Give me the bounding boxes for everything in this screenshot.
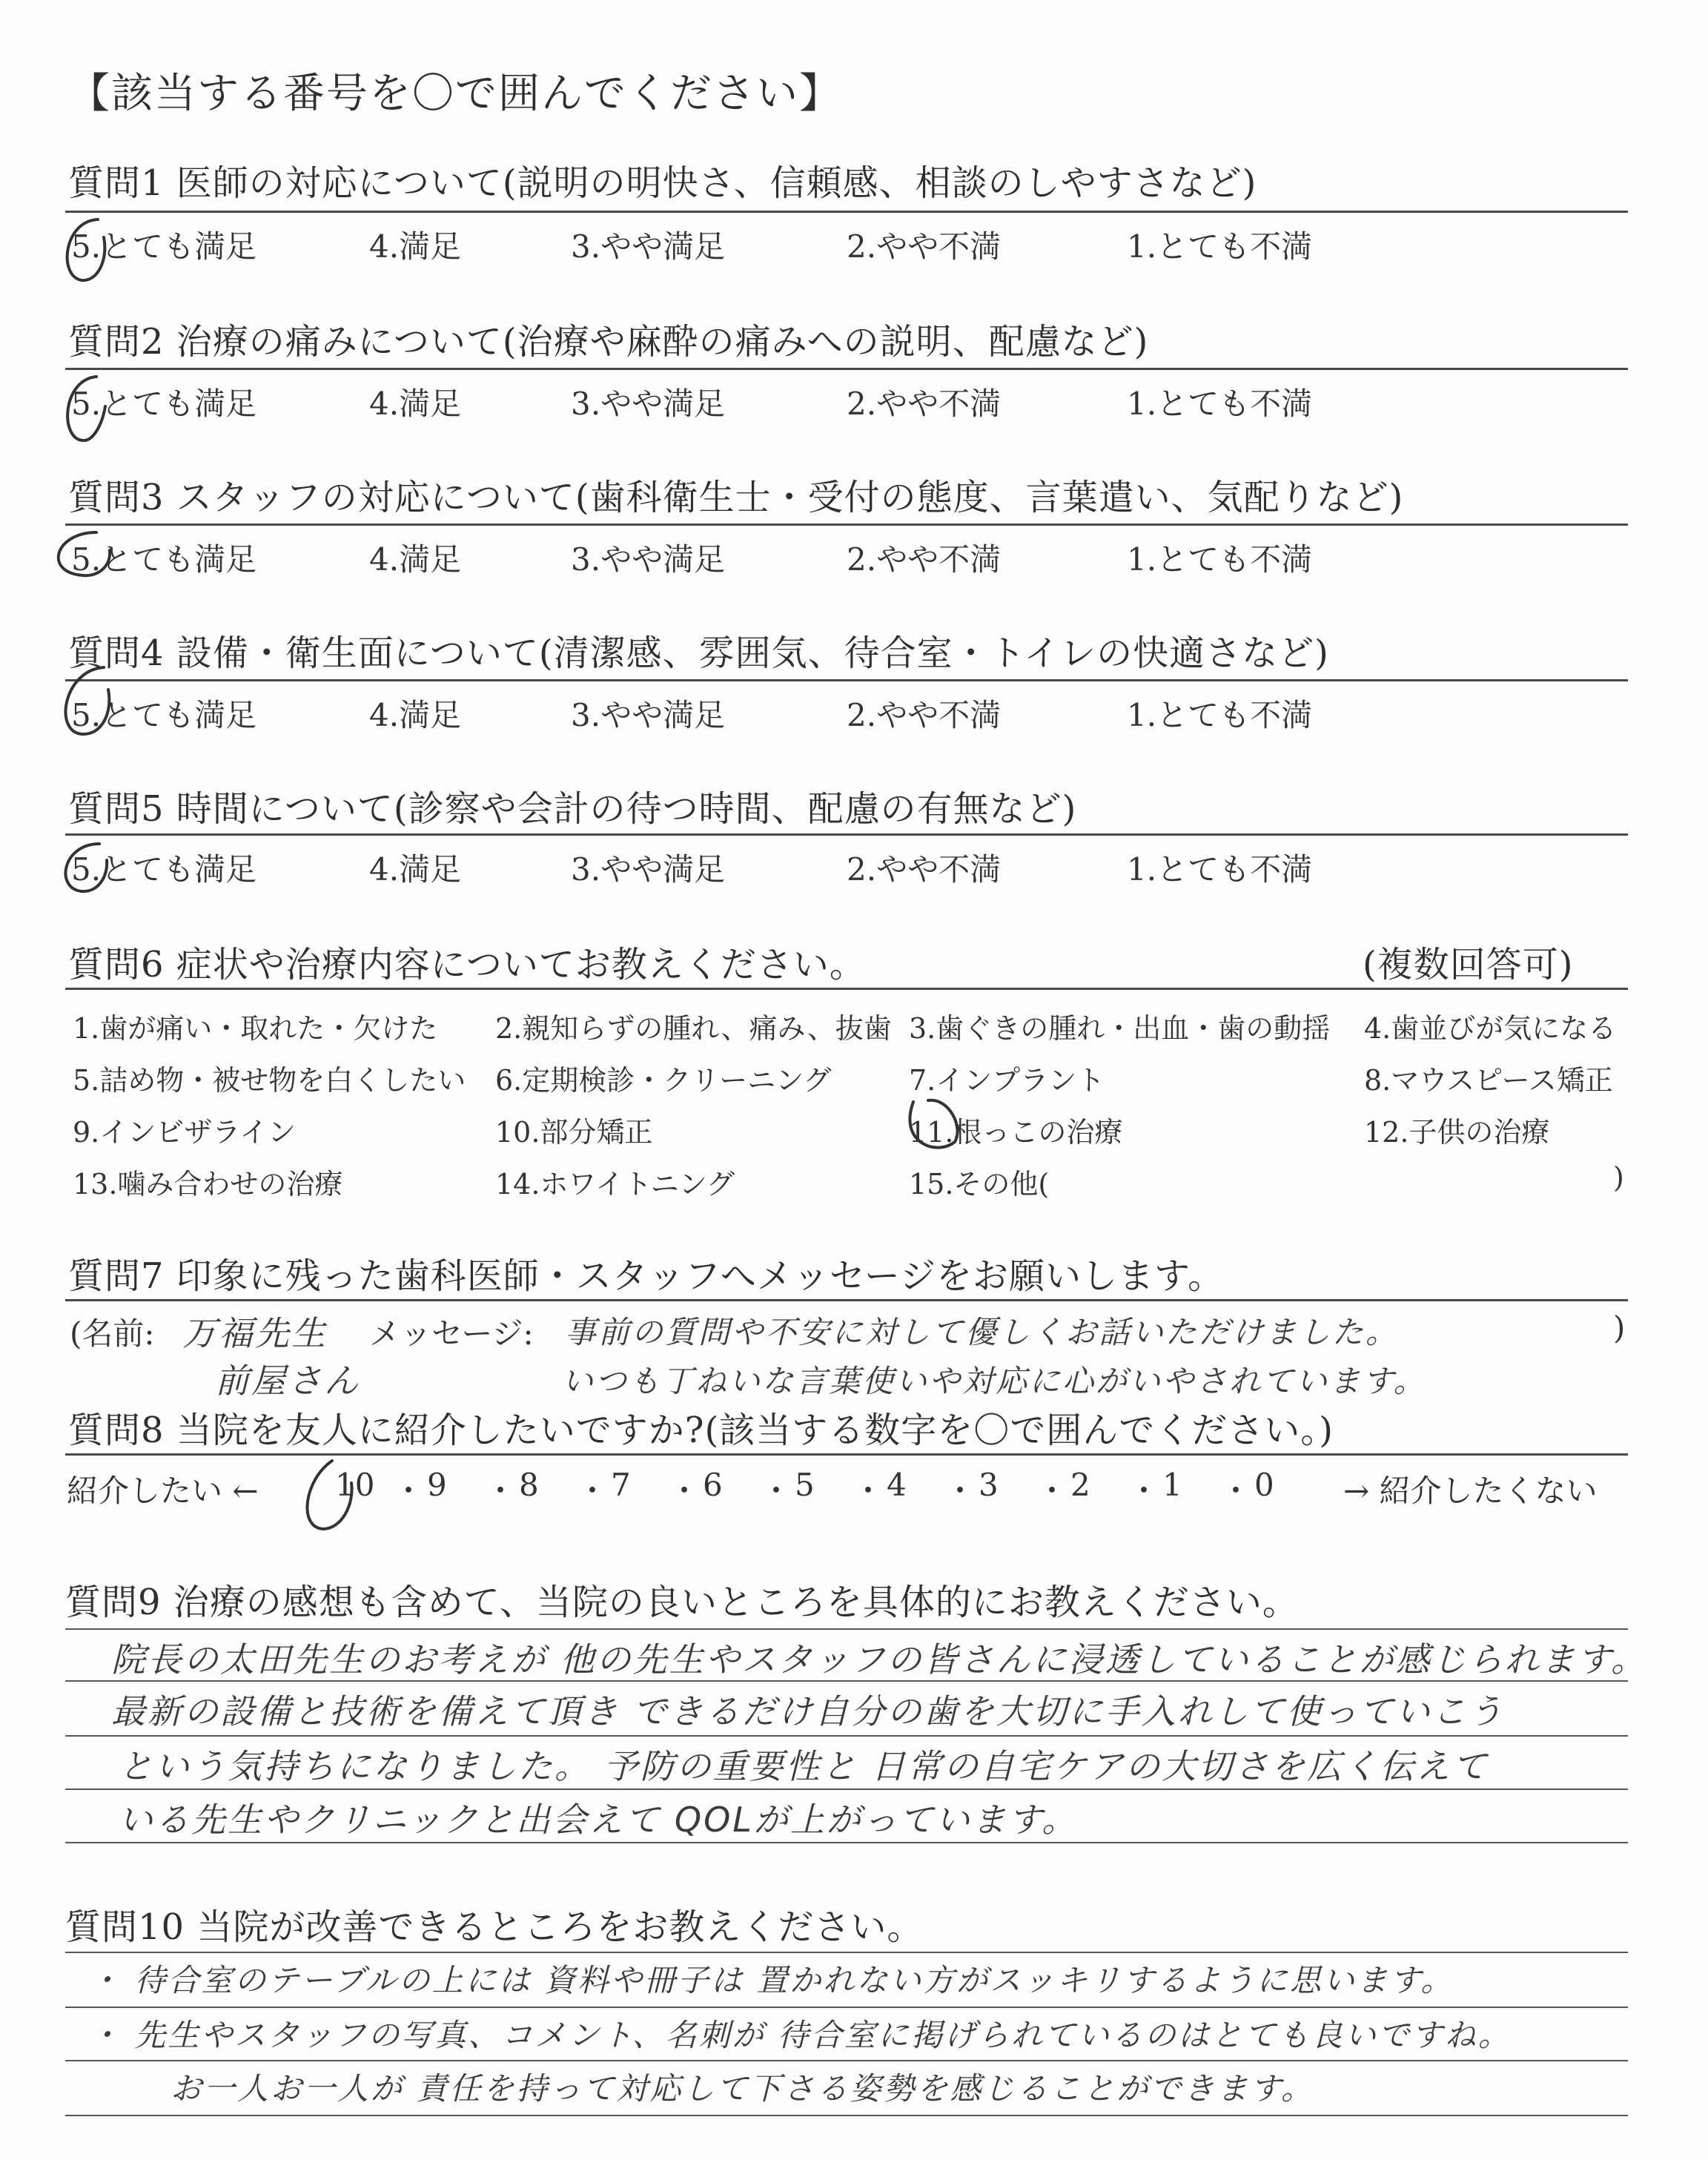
q6-option-15[interactable]: 15.その他( [909,1168,1050,1200]
q6-option-2[interactable]: 2.親知らずの腫れ、痛み、抜歯 [495,1012,892,1045]
scale-separator-dot: ・ [1220,1473,1252,1509]
recommend-score-0[interactable]: 0 [1254,1467,1274,1503]
q6-option-13[interactable]: 13.噛み合わせの治療 [73,1168,343,1200]
q8-selection-circle [307,1461,351,1529]
question-2-title: 質問2 治療の痛みについて(治療や麻酔の痛みへの説明、配慮など) [68,321,1149,363]
q6-option-6[interactable]: 6.定期検診・クリーニング [495,1064,832,1097]
q6-selection-circle [910,1100,957,1148]
q9-answer-line-3[interactable]: という気持ちになりました。 予防の重要性と 日常の自宅ケアの大切さを広く伝えて [119,1746,1489,1786]
q6-option-4[interactable]: 4.歯並びが気になる [1364,1012,1617,1045]
recommend-left-label: 紹介したい ← [67,1473,259,1509]
q2-selection-circle [67,377,105,440]
q1-option-2[interactable]: 2.やや不満 [847,228,1002,265]
message-label: メッセージ: [369,1315,534,1352]
recommend-score-5[interactable]: 5 [795,1467,815,1503]
question-5-title: 質問5 時間について(診察や会計の待つ時間、配慮の有無など) [68,788,1077,830]
message-close-paren: ) [1613,1309,1626,1346]
q5-option-3[interactable]: 3.やや満足 [571,851,726,888]
message-line-2[interactable]: いつも丁ねいな言葉使いや対応に心がいやされています。 [562,1363,1427,1399]
q9-answer-line-1[interactable]: 院長の太田先生のお考えが 他の先生やスタッフの皆さんに浸透していることが感じられます。 [111,1639,1647,1680]
q6-option-5[interactable]: 5.詰め物・被せ物を白くしたい [73,1064,466,1097]
q6-option-11[interactable]: 11.根っこの治療 [909,1116,1123,1149]
question-3-title: 質問3 スタッフの対応について(歯科衛生士・受付の態度、言葉遣い、気配りなど) [68,477,1404,518]
question-9-title: 質問9 治療の感想も含めて、当院の良いところを具体的にお教えください。 [65,1582,1299,1623]
q4-option-2[interactable]: 2.やや不満 [847,697,1002,733]
q5-option-4[interactable]: 4.満足 [369,851,462,888]
q6-option-8[interactable]: 8.マウスピース矯正 [1364,1064,1613,1097]
name-label: (名前: [70,1315,155,1352]
question-8-title: 質問8 当院を友人に紹介したいですか?(該当する数字を〇で囲んでください。) [68,1410,1334,1451]
scale-separator-dot: ・ [669,1473,701,1509]
q4-option-1[interactable]: 1.とても不満 [1127,697,1313,733]
recommend-score-2[interactable]: 2 [1070,1467,1090,1503]
q3-option-2[interactable]: 2.やや不満 [847,541,1002,578]
recommend-score-8[interactable]: 8 [519,1467,539,1503]
question-10-title: 質問10 当院が改善できるところをお教えください。 [65,1906,924,1948]
scale-separator-dot: ・ [393,1473,425,1509]
scale-separator-dot: ・ [944,1473,976,1509]
q5-option-1[interactable]: 1.とても不満 [1127,851,1313,888]
q9-answer-line-4[interactable]: いる先生やクリニックと出会えて QOLが上がっています。 [119,1800,1079,1840]
scale-separator-dot: ・ [761,1473,792,1509]
q5-option-5[interactable]: 5.とても満足 [71,851,257,888]
q4-option-3[interactable]: 3.やや満足 [571,697,726,733]
scale-separator-dot: ・ [853,1473,884,1509]
q10-answer-line-3[interactable]: お一人お一人が 責任を持って対応して下さる姿勢を感じることができます。 [171,2070,1314,2107]
scale-separator-dot: ・ [577,1473,609,1509]
question-6-title: 質問6 症状や治療内容についてお教えください。 [68,944,866,985]
recommend-score-9[interactable]: 9 [427,1467,447,1503]
recommend-score-6[interactable]: 6 [703,1467,723,1503]
q6-option-7[interactable]: 7.インプラント [909,1064,1105,1097]
message-line-1[interactable]: 事前の質問や不安に対して優しくお話いただけました。 [565,1314,1400,1350]
q1-option-5[interactable]: 5.とても満足 [71,228,257,265]
recommend-score-3[interactable]: 3 [979,1467,999,1503]
question-4-title: 質問4 設備・衛生面について(清潔感、雰囲気、待合室・トイレの快適さなど) [68,633,1329,674]
q5-selection-circle [65,844,107,891]
q3-option-4[interactable]: 4.満足 [369,541,462,578]
q3-selection-circle [59,532,110,575]
question-1-title: 質問1 医師の対応について(説明の明快さ、信頼感、相談のしやすさなど) [68,162,1257,204]
name-value-2[interactable]: 前屋さん [215,1361,360,1401]
page-header: 【該当する番号を〇で囲んでください】 [68,70,842,118]
multiple-answer-note: (複数回答可) [1363,944,1574,985]
q1-selection-circle [67,219,105,280]
q6-option-14[interactable]: 14.ホワイトニング [495,1168,735,1200]
question-7-title: 質問7 印象に残った歯科医師・スタッフへメッセージをお願いします。 [68,1255,1225,1297]
q2-option-1[interactable]: 1.とても不満 [1127,386,1313,422]
scale-separator-dot: ・ [1036,1473,1068,1509]
q1-option-4[interactable]: 4.満足 [369,228,462,265]
q10-answer-line-2[interactable]: ・ 先生やスタッフの写真、コメント、名刺が 待合室に掲げられているのはとても良いですね。 [89,2017,1512,2053]
q6-other-close-paren: ) [1613,1161,1624,1194]
q6-option-3[interactable]: 3.歯ぐきの腫れ・出血・歯の動揺 [909,1012,1331,1045]
recommend-score-4[interactable]: 4 [887,1467,907,1503]
recommend-right-label: → 紹介したくない [1343,1473,1598,1509]
scale-separator-dot: ・ [485,1473,517,1509]
q2-option-5[interactable]: 5.とても満足 [71,386,257,422]
q4-option-5[interactable]: 5.とても満足 [71,697,257,733]
q10-answer-line-1[interactable]: ・ 待合室のテーブルの上には 資料や冊子は 置かれない方がスッキリするように思います。 [89,1962,1454,1998]
recommend-score-7[interactable]: 7 [611,1467,631,1503]
q3-option-3[interactable]: 3.やや満足 [571,541,726,578]
q5-option-2[interactable]: 2.やや不満 [847,851,1002,888]
scale-separator-dot: ・ [1128,1473,1160,1509]
q6-option-9[interactable]: 9.インビザライン [73,1116,297,1149]
q2-option-3[interactable]: 3.やや満足 [571,386,726,422]
q6-option-12[interactable]: 12.子供の治療 [1364,1116,1550,1149]
q3-option-5[interactable]: 5.とても満足 [71,541,257,578]
q2-option-4[interactable]: 4.満足 [369,386,462,422]
q1-option-3[interactable]: 3.やや満足 [571,228,726,265]
q6-option-1[interactable]: 1.歯が痛い・取れた・欠けた [73,1012,438,1045]
q4-selection-circle [66,667,110,734]
q9-answer-line-2[interactable]: 最新の設備と技術を備えて頂き できるだけ自分の歯を大切に手入れして使っていこう [111,1691,1505,1731]
q6-option-10[interactable]: 10.部分矯正 [495,1116,653,1149]
q2-option-2[interactable]: 2.やや不満 [847,386,1002,422]
q3-option-1[interactable]: 1.とても不満 [1127,541,1313,578]
name-value-1[interactable]: 万福先生 [182,1313,328,1353]
recommend-score-1[interactable]: 1 [1162,1467,1182,1503]
q1-option-1[interactable]: 1.とても不満 [1127,228,1313,265]
recommend-score-10[interactable]: 10 [335,1467,375,1503]
q4-option-4[interactable]: 4.満足 [369,697,462,733]
